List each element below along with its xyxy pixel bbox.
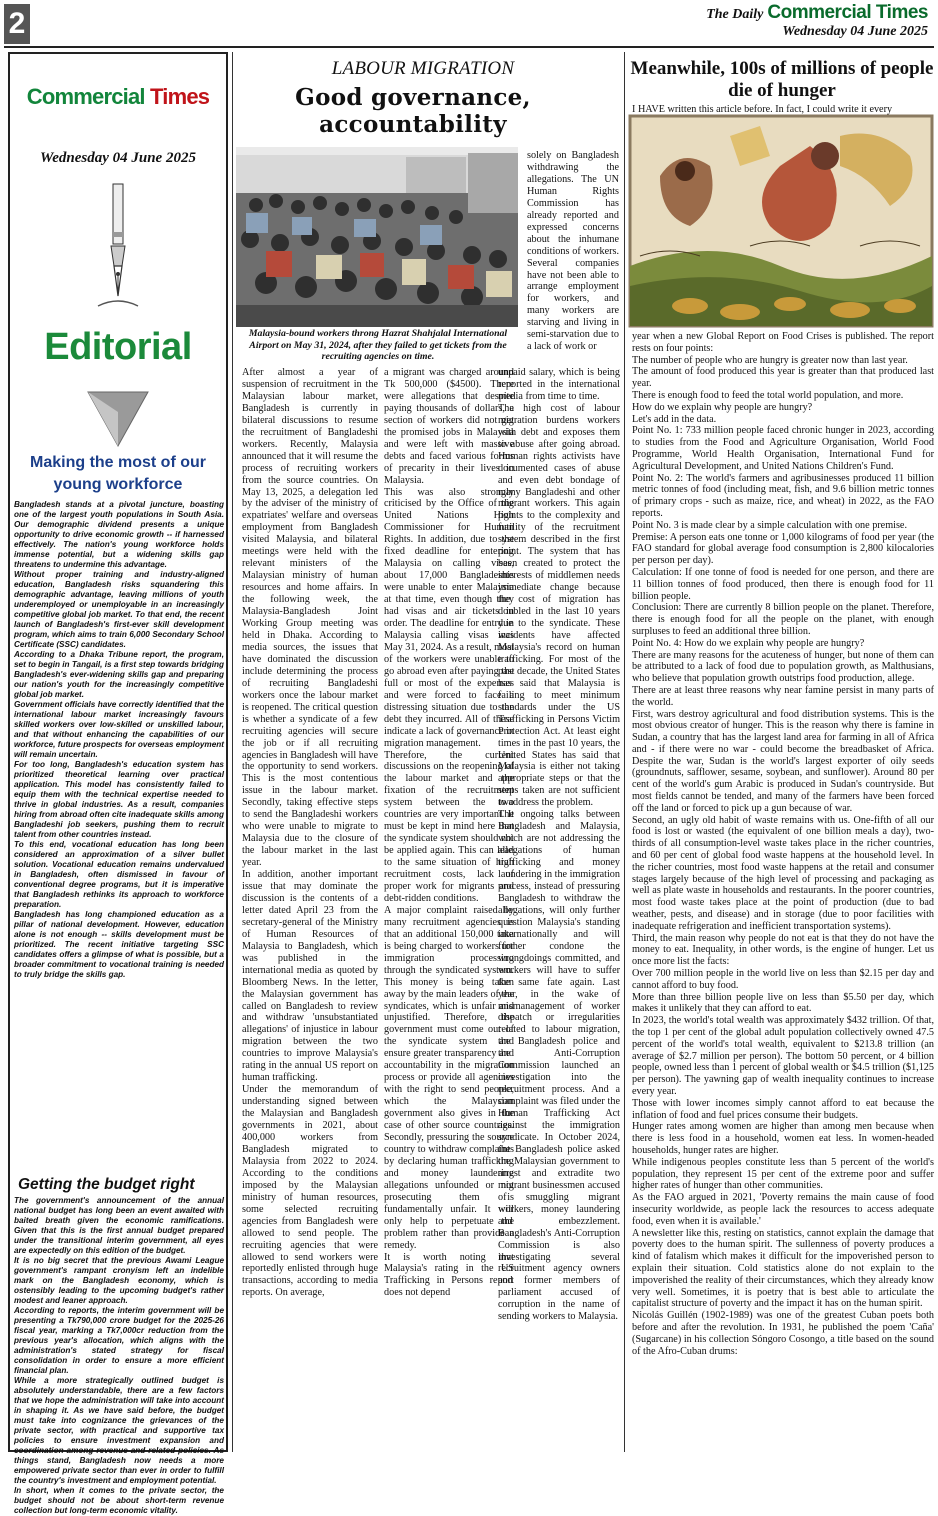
hunger-paragraph: Nicolás Guillén (1902-1989) was one of the greatest Cuban poets both before and after the revolution. In 1931, he published the poem 'Caña' (Sugarcane) in his collection Sóngoro Cosongo, a title based on the sound of the Afro-Cuban drums: [632,1310,934,1357]
article-paragraph: a migrant was charged around Tk 500,000 ($4500). There were allegations that despite paying thousands of dollars, a section of workers did not get the promised jobs in Malaysia and were left with massive debts and faced various forms of precarity in their lives in Malaysia. [384,367,514,486]
masthead-prefix: The Daily [706,7,764,22]
article-paragraph: solely on Bangladesh withdrawing the allegations. The UN Human Rights Commission has already reported and expressed concerns about the inhumane conditions of workers. Several companies have not been able to arrange employment for workers, and many workers are starving and living in semi-starvation due to a lack of work or [527,150,619,353]
article-paragraph: The ongoing talks between Bangladesh and Malaysia, which are not addressing the allegations of human trafficking and money laundering in the immigration process, instead of pressuring Bangladesh to withdraw the allegations, will only further question Malaysia's standing internationally and will further condone the wrongdoings committed, and workers will have to suffer the same fate again. Last year, in the wake of mismanagement of worker dispatch or irregularities related to labour migration, the Bangladesh police and the Anti-Corruption Commission launched an investigation into the recruitment process. And a complaint was filed under the Human Trafficking Act against the immigration syndicate. In October 2024, the Bangladesh police asked the Malaysian government to arrest and extradite two migrant businessmen accused of smuggling migrant workers, money laundering and embezzlement. Bangladesh's Anti-Corruption Commission is also investigating several recruitment agency owners and former members of parliament accused of corruption in the name of sending workers to Malaysia. [498,809,620,1323]
article-paragraph: The high cost of labour migration burdens workers with debt and exposes them to abuse after going abroad. Human rights activists have documented cases of abuse and even debt bondage of many Bangladeshi and other migrant workers. This again points to the complexity and futility of the recruitment system described in the first point. The system that has been created to protect the interests of middlemen needs immediate change because the cost of migration has doubled in the last 10 years due to the syndicate. These incidents have affected Malaysia's record on human trafficking. For most of the past decade, the United States has said that Malaysia is failing to meet minimum standards under the US Trafficking in Persons Victim Protection Act. At least eight times in the past 10 years, the United States has said that Malaysia is either not taking appropriate steps or that the steps taken are not sufficient to address the problem. [498,402,620,809]
airport-crowd-photo [236,147,518,327]
hunger-intro-line: I HAVE written this article before. In fact, I could write it every [632,104,893,115]
article-paragraph: It is worth noting that Malaysia's rating in the US Trafficking in Persons report does not depend [384,1251,514,1299]
editorial1-title: Making the most of our young workforce [30,454,206,493]
editorial2-paragraph: While a more strategically outlined budget is absolutely understandable, there are a few factors that we hope the administration will take into account in shaping it. As we have said before, the budget must take into cognizance the grievances of the private sector, with practical and supportive tax policies to ensure investment expansion and coordination among revenue and related policies. As things stand, Bangladesh now needs a more empowered private sector than ever in order to fulfill the country's investment and employment potential. [14,1376,224,1485]
article-paragraph: unpaid salary, which is being reported in the international media from time to time. [498,367,620,402]
column-rule [232,52,233,1452]
article-kicker: LABOUR MIGRATION [331,58,515,79]
masthead [706,2,928,40]
hunger-paragraph: Calculation: If one tonne of food is needed for one person, and there are 11 billion tonnes of food produced, then there is enough food for 11 billion people. [632,566,934,602]
hunger-paragraph: There is enough food to feed the total world population, and more. [632,389,904,401]
masthead-name: Commercial Times [767,2,928,23]
hunger-body [632,331,934,1453]
editorial1-paragraph: According to a Dhaka Tribune report, the program, set to begin in Tangail, is a first step towards bridging Bangladesh's ever-widening skills gap and preparing our nation's youth for the increasingly competitive global job market. [14,650,224,699]
hunger-paragraph: Point No. 2: The world's farmers and agribusinesses produced 11 billion metric tonnes of food (including meat, fish, and 9.6 billion metric tonnes of primary crops - such as maize, rice, and wheat) in 2022, as the FAO reports. [632,472,934,519]
masthead-date: Wednesday 04 June 2025 [782,24,928,39]
painting-illustration [630,116,932,326]
editorial1-paragraph: Bangladesh stands at a pivotal juncture, boasting one of the largest youth populations in South Asia. Our demographic dividend presents a unique opportunity to drive economic growth -- if harnessed effectively. The nation's young workforce holds immense potential, but a widening skills gap threatens to undermine this advantage. [14,500,224,569]
sidebar-brand-commercial: Commercial [26,84,145,109]
hunger-paragraph: More than three billion people live on less than $5.50 per day, which makes it unlikely that they can afford to eat. [632,991,934,1015]
hunger-paragraph: How do we explain why people are hungry? [632,401,813,413]
article-paragraph: In addition, another important issue that may dominate the discussion is the contents of a letter dated April 23 from the secretary-general of the Ministry of Human Resources of Malaysia to Bangladesh, which was published in the international media as quoted by Bloomberg News. In the letter, the Malaysian government has called on Bangladesh to review and withdraw 'unsubstantiated allegations' of injustice in labour migration between the two countries to improve Malaysia's rating in the annual US report on human trafficking. [242,869,378,1084]
sidebar-date: Wednesday 04 June 2025 [40,150,196,166]
hunger-paragraph: The amount of food produced this year is greater than that produced last year. [632,366,934,390]
article-column [242,367,378,1447]
hunger-paragraph: Conclusion: There are currently 8 billion people on the planet. Therefore, there is enough food for all the people on the planet, with enough surpluses to feed an additional three billion. [632,602,934,637]
hunger-paragraph: Third, the main reason why people do not eat is that they do not have the money to eat. Inequality, in other words, is the engine of hunger. Let us once more list the facts: [632,932,934,968]
hunger-paragraph: Over 700 million people in the world live on less than $2.15 per day and cannot afford to buy food. [632,968,934,991]
editorial-sidebar [8,52,228,1515]
page-number: 2 [4,4,30,44]
hunger-paragraph: year when a new Global Report on Food Crises is published. The report rests on four points: [632,331,934,354]
article-paragraph: This was also strongly criticised by the Office of the United Nations High Commissioner for Human Rights. In addition, due to the fixed deadline for entering Malaysia on calling visas, about 17,000 Bangladeshis were unable to enter Malaysia at that time, even though they had visas and air tickets in order. The deadline for entry in Malaysia calling visas was May 31, 2024. As a result, most of the workers were unable to go abroad even after paying the full or most of the expenses and were forced to face a distressing situation due to the debt they incurred. All of these indicate a lack of governance in migration management. [384,486,514,749]
editorial2-title: Getting the budget right [18,1176,195,1193]
article-paragraph: Under the memorandum of understanding signed between the Malaysian and Bangladesh governments in 2021, about 400,000 workers from Bangladesh migrated to Malaysia from 2022 to 2024. According to the conditions imposed by the Malaysian ministry of human resources, some selected recruiting agencies from Bangladesh were allowed to send people. The recruiting agencies that were allowed to send workers were reportedly enlisted through huge transactions, according to media reports. On average, [242,1084,378,1299]
hunger-paragraph: Point No. 3 is made clear by a simple calculation with one premise. [632,519,907,531]
hunger-paragraph: Hunger rates among women are higher than among men because when there is less food in a household, women eat less. In women-headed households, hunger rates are higher. [632,1121,934,1156]
editorial1-paragraph: Bangladesh has long championed education as a pillar of national development. However, education alone is not enough -- skills development must be prioritized. The recent initiative targeting SSC candidates offers a glimpse of what is possible, but a broader commitment to vocational training is needed to truly bridge the skills gap. [14,910,224,979]
article-headline: Good governance, accountability [295,84,531,138]
hunger-paragraph: Second, an ugly old habit of waste remains with us. One-fifth of all our food is lost or wasted (the equivalent of one billion meals a day), two-thirds of all consumption-level waste takes place in the richer countries, and 60 per cent of global food waste happens at the household level. In the richer countries, most food waste happens at the retail and consumer stages largely because of the high level of processing and packaging as well as plate waste in households and restaurants. In the poorer countries, most food waste takes place at the point of production (due to bad weather, pests, and disease) and in storage (due to poor facilities with inadequate refrigeration and inefficient transportation systems). [632,814,934,932]
section-title: Editorial [44,326,192,368]
article-paragraph: Therefore, the current discussions on the reopening of the labour market and the fixation of the recruitment system between the two countries are very important. It must be kept in mind here that the syndicate system should not be applied again. This can lead to the same situation of high recruitment costs, lack of proper work for migrants and debt-ridden conditions. [384,749,514,904]
editorial2-paragraph: It is no big secret that the previous Awami League government's rampant cronyism left an indelible mark on the Bangladesh economy, which is ostensibly leading to the upcoming budget's rather modest and leaner approach. [14,1256,224,1305]
article-column [527,150,619,370]
hunger-paragraph: Premise: A person eats one tonne or 1,000 kilograms of food per year (the FAO standard for global average food consumption is 2,800 kilocalories per person per day). [632,531,934,567]
hunger-paragraph: Those with lower incomes simply cannot afford to eat because the inflation of food and fuel prices consume their budgets. [632,1097,934,1121]
editorial1-paragraph: Without proper training and industry-aligned education, Bangladesh risks squandering this demographic advantage, leaving millions of youth underemployed or unemployable in an increasingly competitive global job market. To that end, the recent launch of Bangladesh's first-ever skill development program, which aims to train 6,000 Secondary School Certificate (SSC) candidates. [14,570,224,649]
hunger-paragraph: There are many reasons for the acuteness of hunger, but none of them can be attributed to a lack of food due to population growth, as Malthusians, who believe that population growth outstrips food production, allege. [632,649,934,685]
editorial2-paragraph: In short, when it comes to the private sector, the budget should not be about short-term revenue collection but long-term economic vitality. [14,1486,224,1515]
hunger-paragraph: While indigenous peoples constitute less than 5 percent of the world's population, they represent 15 per cent of the extreme poor and suffer higher rates of hunger than other communities. [632,1156,934,1192]
hunger-paragraph: Let's add in the data. [632,413,717,425]
sidebar-brand [10,84,226,110]
fountain-pen-icon [80,184,156,314]
column-rule [624,52,625,1452]
editorial1-paragraph: To this end, vocational education has long been considered an approximation of a silver bullet solution. Vocational education remains undervalued in Bangladesh, often dismissed in favour of conventional degree programs, but it is imperative that Bangladesh rethinks its approach to workforce preparation. [14,840,224,909]
hunger-paragraph: The number of people who are hungry is greater now than last year. [632,354,908,366]
hunger-paragraph: First, wars destroy agricultural and food distribution systems. This is the most obvious creator of hunger. This is the reason why there is famine in Sudan, a country that has the largest land area for farming in all of Africa and - if there were no war - could become the breadbasket of Africa. Despite the war, Sudan is the world's largest exporter of oily seeds (groundnuts, safflower, sesame, soybean, and sunflower). Around 80 per cent of the world's gum Arabic is produced in Sudan's countryside. But most fields cannot be tended, and many of the farmers have been forced off the land or forced to pick up a gun because of war. [632,708,934,814]
article-paragraph: A major complaint raised by many recruitment agencies is that an additional 150,000 taka is being charged to workers for immigration processing through the syndicated system. This money is being taken away by the main leaders of the syndicates, which is unfair and unjustified. Therefore, the government must come out of the syndicate system and ensure greater transparency and accountability in the migration process or provide all agencies with the right to send people, which the Malaysian government also gives in the case of other source countries. Secondly, pressuring the source country to withdraw complaints by declaring human trafficking and money laundering allegations unfounded or not prosecuting them is fundamentally unfair. It will only help to perpetuate the problem rather than provide a remedy. [384,904,514,1251]
hunger-paragraph: As the FAO argued in 2021, 'Poverty remains the main cause of food insecurity worldwide, as people lack the resources to access adequate food, even when it is available.' [632,1192,934,1227]
hunger-paragraph: Point No. 1: 733 million people faced chronic hunger in 2023, according to studies from the Food and Agriculture Organisation, World Food Programme, World Health Organisation, International Fund for Agricultural Development, and United Nations Children's Fund. [632,425,934,472]
photo-caption: Malaysia-bound workers throng Hazrat Shahjalal International Airport on May 31, 2024, after they failed to get tickets from the recruiting agencies on time. [248,328,508,363]
editorial1-paragraph: Government officials have correctly identified that the international labour market increasingly favours skilled workers over low-skilled or unskilled labour, and that without enhancing the capabilities of our workforce, future prospects for overseas employment will remain uncertain. [14,700,224,759]
hunger-paragraph: In 2023, the world's total wealth was approximately $432 trillion. Of that, the top 1 per cent of the global adult population collectively owned 47.5 percent of the world's total wealth, equivalent to $213.8 trillion (an average of $2.7 million per person). The bottom 50 percent, or 4 billion people, owned less than 1 percent of global wealth or $4.5 trillion ($1,125 per person). The yawning gap of wealth inequality continues to increase every year. [632,1015,934,1097]
article-column [498,367,620,1447]
hunger-paragraph: A newsletter like this, resting on statistics, cannot explain the damage that poverty does to the human spirit. The sullenness of poverty produces a kind of fatalism which makes it difficult for the impoverished person to explain their situation. Cold statistics alone do not explain to the impoverished the reality of their circumstances, which they already know very well. Sometimes, it is poetry that is best able to articulate the capitalist structure of poverty and the impact it has on the human spirit. [632,1227,934,1310]
editorial1-paragraph: For too long, Bangladesh's education system has prioritized theoretical learning over practical application. This model has consistently failed to equip them with the technical expertise needed to thrive in global industries. As a result, companies hiring from abroad often cite inadequate skills among Bangladeshi job seekers, pushing them to recruit talent from other countries instead. [14,760,224,839]
article-paragraph: After almost a year of suspension of recruitment in the Malaysian labour market, Bangladesh is currently in bilateral discussions to resume the recruitment of Bangladeshi workers. Recently, Malaysia announced that it will resume the process of recruiting workers from the source countries. On May 13, 2025, a delegation led by the adviser of the ministry of expatriates' welfare and overseas employment from Bangladesh visited Malaysia, and bilateral meetings were held with the relevant ministers of the Malaysian ministry of human resources and home affairs. In the following week, the Malaysia-Bangladesh Joint Working Group meeting was held in Dhaka. According to media sources, the issues that have dominated the discussion include determining the process of recruiting Bangladeshi workers once the labour market is reopened. The critical question is whether a syndicate of a few recruiting agencies will secure the job or if all recruiting agencies in Bangladesh will have the opportunity to send workers. This is the most contentious issue in the labour market. Secondly, taking effective steps to send the Bangladeshi workers who were unable to migrate to Malaysia due to the closure of the labour market in the last year. [242,367,378,869]
sidebar-brand-times: Times [150,84,210,109]
header-rule [4,46,934,48]
article-column [384,367,514,1447]
hunger-paragraph: There are at least three reasons why near famine persist in many parts of the world. [632,684,934,708]
hunger-paragraph: Point No. 4: How do we explain why people are hungry? [632,637,865,649]
editorial2-body [14,1196,224,1516]
down-arrow-icon [76,392,160,450]
editorial1-body [14,500,224,980]
hunger-headline: Meanwhile, 100s of millions of people die of hunger [630,58,934,101]
editorial2-paragraph: According to reports, the interim government will be presenting a Tk790,000 crore budget for the 2025-26 fiscal year, marking a Tk7,000cr reduction from the previous year's allocation, which aligns with the administration's stated strategy for fiscal consolidation in order to ensure a more efficient financial plan. [14,1306,224,1375]
editorial2-paragraph: The government's announcement of the annual national budget has long been an event awaited with baited breath given the economic ramifications. Given that this is the first annual budget prepared under the transitional interim government, all eyes are expectedly on this edition of the budget. [14,1196,224,1255]
